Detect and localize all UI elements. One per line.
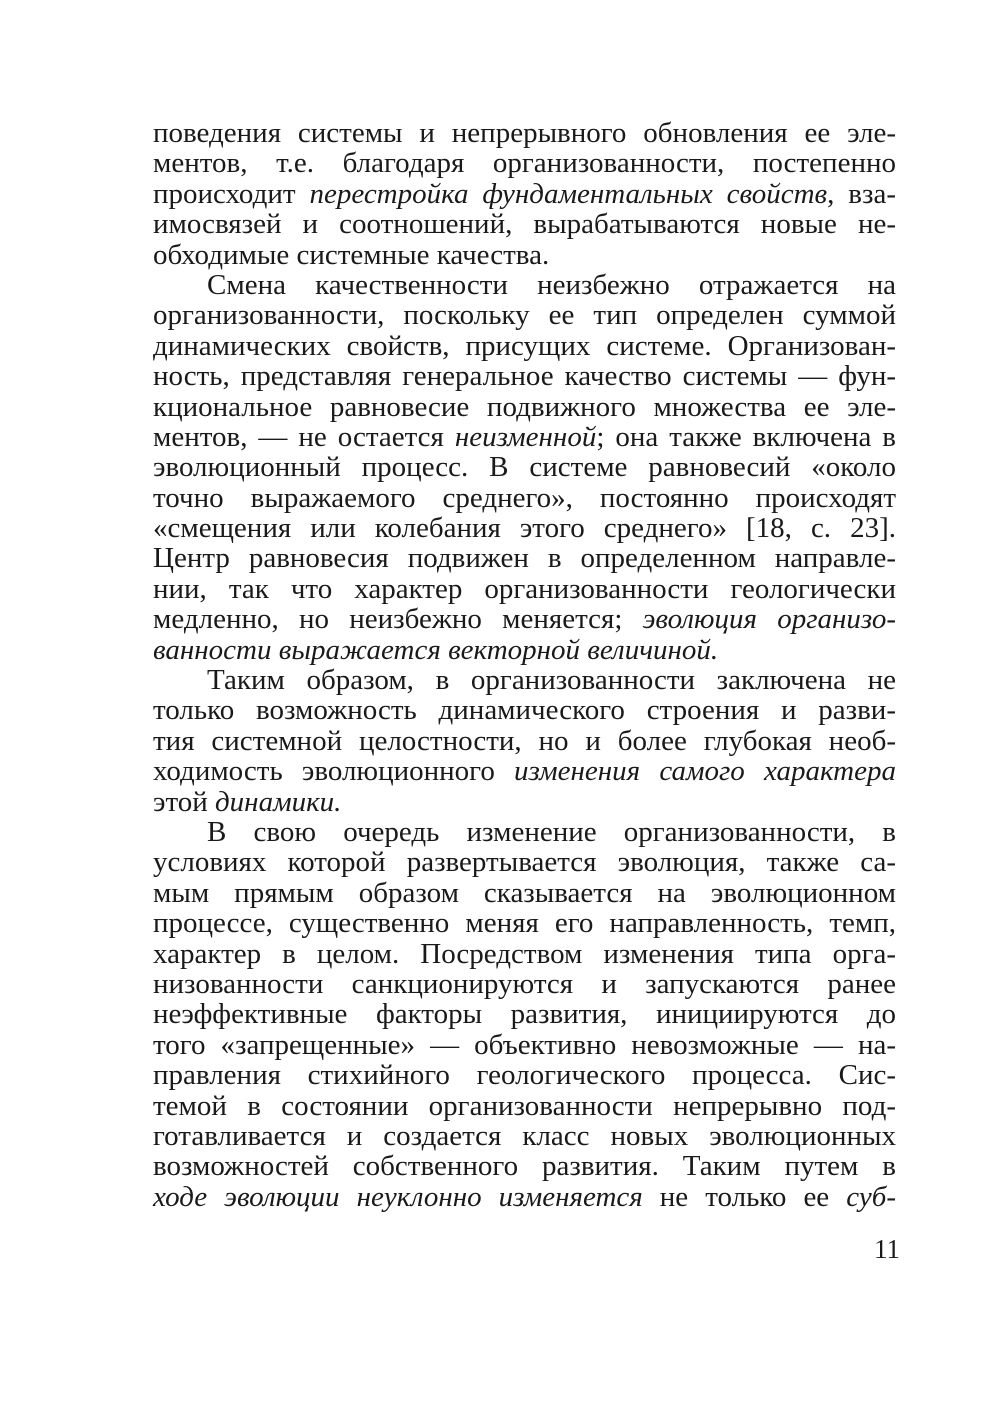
italic-text: ванности выражается векторной величиной. (153, 633, 719, 666)
text-run: В свою очередь изменение организованности, в (207, 815, 896, 848)
text-run: поведения системы и непрерывного обновления ее эле- (153, 117, 896, 149)
text-run: Таким образом, в организованности заключена не (207, 664, 896, 697)
text-line (153, 604, 896, 634)
text-run: нии, так что характер организованности геологически (153, 572, 896, 605)
text-run: темой в состоянии организованности непрерывно под- (153, 1089, 896, 1122)
text-line (153, 574, 896, 604)
paragraph-first-line (153, 817, 896, 847)
text-run: того «запрещенные» — объективно невозможные — на- (153, 1028, 896, 1061)
text-line (153, 847, 896, 877)
text-run: эволюционный процесс. В системе равновесий «около (153, 451, 896, 484)
text-run: организованности, поскольку ее тип определен суммой (153, 299, 896, 332)
text-run: процессе, существенно меняя его направленность, темп, (153, 907, 896, 940)
text-run: готавливается и создается класс новых эволюционных (153, 1119, 896, 1152)
text-run: возможностей собственного развития. Таким путем в (153, 1150, 896, 1183)
text-line (153, 635, 896, 665)
text-line (153, 939, 896, 969)
text-line (153, 726, 896, 756)
text-run: кциональное равновесие подвижного множества ее эле- (153, 390, 896, 423)
text-run: имосвязей и соотношений, вырабатываются новые не- (153, 208, 896, 241)
text-run: неэффективные факторы развития, инициируются до (153, 998, 896, 1031)
text-run: Центр равновесия подвижен в определенном направле- (153, 542, 896, 575)
text-run: , вза- (827, 177, 896, 210)
text-run: низованности санкционируются и запускаются ранее (153, 967, 896, 1000)
text-line (153, 300, 896, 330)
italic-text: суб- (846, 1180, 896, 1213)
paragraph-first-line (153, 665, 896, 695)
text-line (153, 392, 896, 422)
text-line (153, 1121, 896, 1151)
text-line (153, 118, 896, 148)
text-run: ность, представляя генеральное качество системы — фун- (153, 360, 896, 393)
text-line (153, 787, 896, 817)
italic-text: неизменной (454, 420, 597, 453)
text-line (153, 361, 896, 391)
paragraph-first-line (153, 270, 896, 300)
text-run: точно выражаемого среднего», постоянно происходят (153, 481, 896, 514)
text-run: ; она также включена в (596, 420, 896, 453)
text-line (153, 1060, 896, 1090)
text-run: происходит (153, 177, 310, 210)
text-line (153, 483, 896, 513)
text-line (153, 543, 896, 573)
text-line (153, 331, 896, 361)
text-line (153, 513, 896, 543)
text-line (153, 1091, 896, 1121)
text-line (153, 878, 896, 908)
text-line (153, 695, 896, 725)
text-run: «смещения или колебания этого среднего» [18, с. 23]. (153, 512, 896, 545)
text-line (153, 179, 896, 209)
text-line (153, 209, 896, 239)
text-run: правления стихийного геологического процесса. Сис- (153, 1059, 896, 1092)
text-run: этой (153, 785, 216, 818)
italic-text: эволюция организо- (642, 603, 896, 636)
text-run: мым прямым образом сказывается на эволюционном (153, 876, 896, 909)
text-line (153, 999, 896, 1029)
body-text (153, 118, 896, 1212)
text-line (153, 1030, 896, 1060)
italic-text: динамики. (215, 785, 342, 818)
text-run: ходимость эволюционного (153, 755, 515, 788)
text-line (153, 908, 896, 938)
text-line (153, 756, 896, 786)
page-number: 11 (874, 1234, 900, 1264)
text-line (153, 1182, 896, 1212)
italic-text: ходе эволюции неуклонно изменяется (153, 1180, 643, 1213)
text-line (153, 1151, 896, 1181)
text-line (153, 452, 896, 482)
italic-text: перестройка фундаментальных свойств (309, 177, 828, 210)
text-run: характер в целом. Посредством изменения типа орга- (153, 937, 896, 970)
text-run: Смена качественности неизбежно отражается на (207, 268, 896, 301)
text-run: обходимые системные качества. (153, 238, 550, 271)
text-run: не только ее (642, 1180, 847, 1213)
text-run: условиях которой развертывается эволюция, также са- (153, 846, 896, 879)
text-line (153, 240, 896, 270)
text-run: медленно, но неизбежно меняется; (153, 603, 643, 636)
text-line (153, 422, 896, 452)
text-run: ментов, т.е. благодаря организованности, постепенно (153, 147, 896, 180)
text-line (153, 969, 896, 999)
text-run: ментов, — не остается (153, 420, 455, 453)
text-run: только возможность динамического строения и разви- (153, 694, 896, 727)
italic-text: изменения самого характера (514, 755, 896, 788)
text-line (153, 148, 896, 178)
text-run: динамических свойств, присущих системе. Организован- (153, 329, 896, 362)
text-run: тия системной целостности, но и более глубокая необ- (153, 724, 896, 757)
